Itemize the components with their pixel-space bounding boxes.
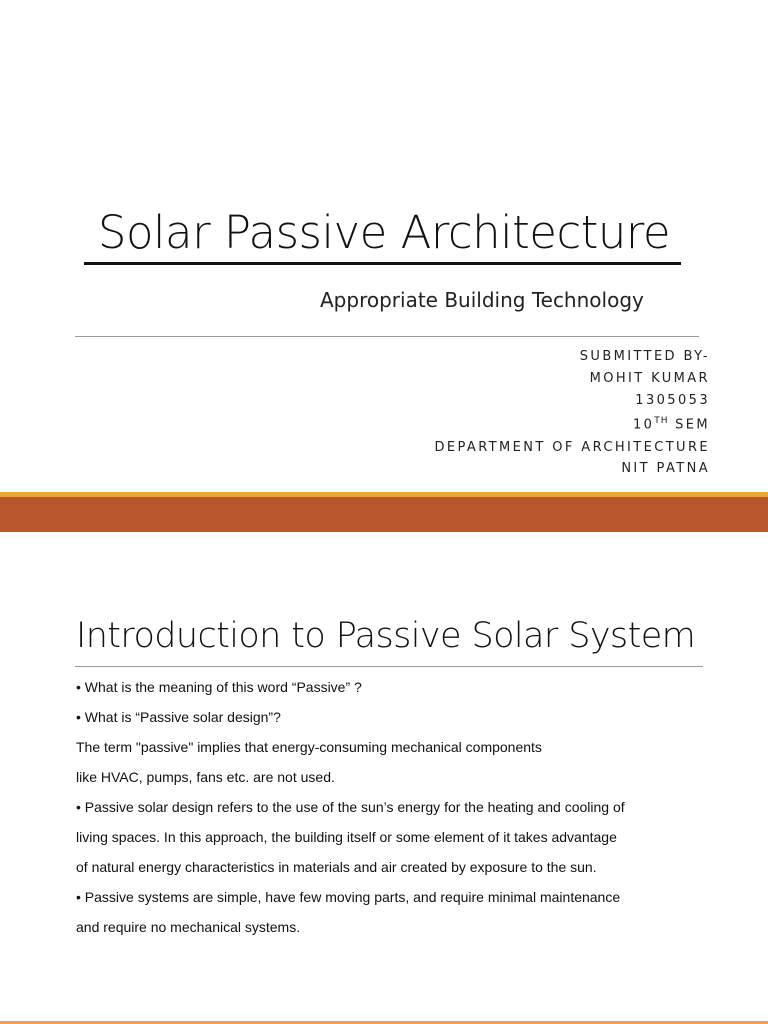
semester-label: SEM (675, 417, 710, 433)
body-line: The term "passive" implies that energy-consuming mechanical components (76, 739, 542, 755)
slide-title: Solar Passive Architecture (97, 206, 671, 259)
body-line: • Passive systems are simple, have few moving parts, and require minimal maintenance (76, 889, 621, 905)
divider-line (75, 336, 699, 337)
roll-number: 1305053 (635, 392, 710, 408)
title-underline (84, 262, 681, 265)
department: DEPARTMENT OF ARCHITECTURE (434, 439, 710, 455)
body-line: and require no mechanical systems. (76, 919, 301, 935)
semester-suffix: TH (654, 416, 669, 427)
heading-divider (75, 666, 703, 667)
credits-block (434, 346, 710, 480)
semester (434, 411, 710, 436)
slide-heading: Introduction to Passive Solar System (76, 616, 696, 656)
semester-number: 10 (632, 417, 655, 433)
institute: NIT PATNA (621, 461, 710, 477)
title-slide (0, 0, 768, 492)
submitted-by-label: SUBMITTED BY- (579, 349, 710, 364)
slide-subtitle: Appropriate Building Technology (320, 288, 644, 312)
body-line: like HVAC, pumps, fans etc. are not used. (76, 769, 335, 785)
slide-body (76, 675, 716, 945)
content-slide (0, 532, 768, 1024)
body-line: • What is the meaning of this word “Passive” ? (76, 679, 362, 695)
body-line: • What is “Passive solar design”? (76, 709, 281, 725)
accent-band (0, 497, 768, 532)
body-line: living spaces. In this approach, the building itself or some element of it takes advantage (76, 829, 617, 845)
author-name: MOHIT KUMAR (589, 370, 710, 386)
body-line: • Passive solar design refers to the use of the sun’s energy for the heating and cooling of (76, 799, 625, 815)
body-line: of natural energy characteristics in materials and air created by exposure to the sun. (76, 859, 597, 875)
